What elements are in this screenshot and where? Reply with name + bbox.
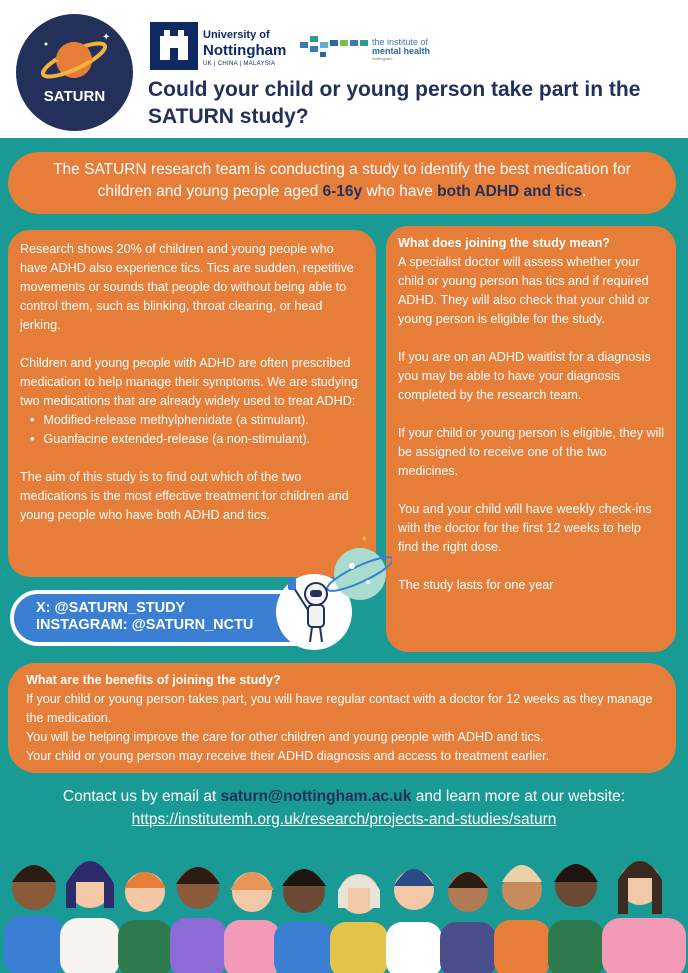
x-handle[interactable]: X: @SATURN_STUDY <box>36 600 186 616</box>
child-figure <box>118 872 172 973</box>
child-figure <box>170 867 226 973</box>
child-figure <box>386 869 442 973</box>
university-logo-text <box>203 30 286 67</box>
child-figure <box>224 872 280 973</box>
intro-age: 6-16y <box>322 183 363 200</box>
joining-heading: What does joining the study mean? <box>398 236 611 250</box>
contact-middle: and learn more at our website: <box>411 788 626 805</box>
research-para-2: Children and young people with ADHD are often prescribed medication to help manage their symptoms. We are studying two medications that are already widely used to treat ADHD: <box>20 356 358 408</box>
imh-line2: mental health <box>372 46 431 57</box>
contact-email-link[interactable]: saturn@nottingham.ac.uk <box>220 788 412 805</box>
joining-para-2: If you are on an ADHD waitlist for a diagnosis you may be able to have your diagnosis completed by the research team. <box>398 350 651 402</box>
astronaut-illustration <box>272 530 392 655</box>
header <box>0 0 688 138</box>
instagram-handle[interactable]: INSTAGRAM: @SATURN_NCTU <box>36 617 254 633</box>
imh-mosaic-icon <box>300 32 370 62</box>
child-figure <box>330 874 388 973</box>
saturn-planet-icon <box>16 14 133 131</box>
intro-banner <box>8 152 676 214</box>
imh-logo-text <box>372 38 430 61</box>
child-figure <box>602 861 686 973</box>
child-figure <box>274 869 334 973</box>
saturn-logo-text: SATURN <box>43 88 106 105</box>
svg-text:✦: ✦ <box>102 32 111 43</box>
research-para-1: Research shows 20% of children and young people who have ADHD also experience tics. Tics are sudden, repetitive movements or sounds that people do without being able to control them, such as blinking, throat clearing, or head jerking. <box>20 242 354 332</box>
research-para-3: The aim of this study is to find out which of the two medications is the most effective treatment for children and young people who have both ADHD and tics. <box>20 470 349 522</box>
joining-para-3: If your child or young person is eligible, they will be assigned to receive one of the two medicines. <box>398 426 664 478</box>
svg-text:✦: ✦ <box>360 534 369 545</box>
page-title: Could your child or young person take part in the SATURN study? <box>148 78 641 128</box>
joining-para-5: The study lasts for one year <box>398 578 554 592</box>
intro-text-3: . <box>582 183 587 200</box>
child-figure <box>60 861 120 973</box>
uon-line2: Nottingham <box>203 42 287 59</box>
children-illustration <box>0 838 688 973</box>
contact-section <box>0 785 688 831</box>
medication-list <box>20 411 364 449</box>
joining-para-4: You and your child will have weekly check-ins with the doctor for the first 12 weeks to help find the right dose. <box>398 502 652 554</box>
research-info-panel <box>8 230 376 577</box>
child-figure <box>440 872 496 973</box>
imh-line1: the institute of <box>372 37 429 47</box>
university-crest-icon <box>150 22 198 70</box>
intro-text-1: The SATURN research team is conducting a study to identify the best medication for children and young people aged <box>53 161 631 200</box>
contact-prefix: Contact us by email at <box>62 788 221 805</box>
website-link[interactable]: https://institutemh.org.uk/research/projects-and-studies/saturn <box>131 811 557 828</box>
uon-line1: University of <box>203 29 270 41</box>
benefits-heading: What are the benefits of joining the study? <box>26 673 281 687</box>
child-figure <box>548 864 604 973</box>
child-figure <box>494 865 550 973</box>
joining-para-1: A specialist doctor will assess whether your child or young person has tics and if required ADHD. They will also check that your child or young person is eligible for the study. <box>398 255 650 326</box>
saturn-logo <box>16 14 133 131</box>
joining-info-panel <box>386 226 676 652</box>
benefits-panel <box>8 663 676 773</box>
child-figure <box>4 865 64 973</box>
intro-condition: both ADHD and tics <box>437 183 583 200</box>
medication-item: • Modified-release methylphenidate (a stimulant). <box>30 411 364 430</box>
benefit-line-2: You will be helping improve the care for other children and young people with ADHD and tics. <box>26 730 544 744</box>
benefit-line-3: Your child or young person may receive their ADHD diagnosis and access to treatment earlier. <box>26 749 550 763</box>
imh-line3: Nottingham <box>372 55 393 61</box>
benefit-line-1: If your child or young person takes part, you will have regular contact with a doctor for 12 weeks as they manage the medication. <box>26 692 653 725</box>
uon-line3: UK | CHINA | MALAYSIA <box>203 61 276 67</box>
medication-item: • Guanfacine extended-release (a non-stimulant). <box>30 430 364 449</box>
intro-text-2: who have <box>362 183 438 200</box>
